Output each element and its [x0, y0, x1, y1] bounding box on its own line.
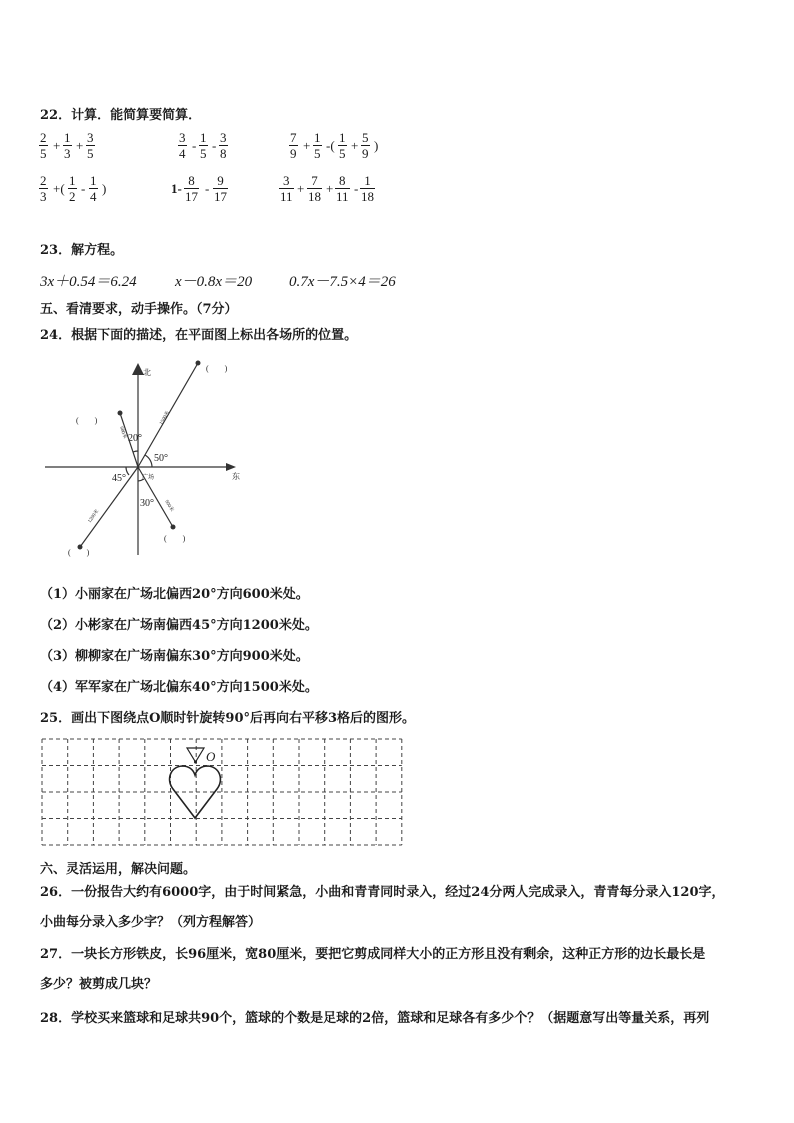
- angle-50-label: 50°: [154, 453, 168, 464]
- point-900: [171, 525, 176, 530]
- q24-item-2: （2）小彬家在广场南偏西45°方向1200米处。: [40, 618, 318, 633]
- fraction: $\frac{2}{3}$: [40, 173, 47, 204]
- q24-item-4: （4）军军家在广场北偏东40°方向1500米处。: [40, 680, 318, 695]
- q27-line-2: 多少？被剪成几块？: [40, 977, 158, 992]
- point-600: [118, 411, 123, 416]
- point-1500: [196, 361, 201, 366]
- operator: +: [303, 138, 311, 153]
- direction-diagram: [40, 355, 250, 570]
- angle-45-label: 45°: [112, 473, 126, 484]
- dist-600-label: 600米: [118, 426, 127, 440]
- triangle-shape: [187, 748, 204, 762]
- angle-30-label: 30°: [140, 498, 154, 509]
- arc-45: [126, 467, 129, 475]
- q24-item-3: （3）柳柳家在广场南偏东30°方向900米处。: [40, 649, 309, 664]
- fraction: $\frac{1}{2}$: [69, 173, 76, 204]
- operator: ): [374, 138, 379, 153]
- fraction: $\frac{8}{17}$: [185, 173, 198, 204]
- operator: -: [354, 181, 359, 196]
- dist-1500-label: 1500米: [159, 410, 172, 426]
- fraction: $\frac{1}{5}$: [339, 130, 346, 161]
- q26: [40, 878, 760, 938]
- operator: -: [81, 181, 86, 196]
- equation-2: x－0.8x＝20: [175, 274, 253, 290]
- fraction: $\frac{3}{5}$: [87, 130, 94, 161]
- fraction: $\frac{5}{9}$: [362, 130, 369, 161]
- q28: [40, 1004, 760, 1034]
- operator: -: [192, 138, 197, 153]
- angle-20-label: 20°: [128, 433, 142, 444]
- operator: +: [53, 138, 61, 153]
- q27: [40, 940, 760, 1000]
- blank-top-right: ( ): [206, 364, 228, 373]
- fraction: $\frac{1}{18}$: [361, 173, 374, 204]
- fraction: $\frac{2}{5}$: [40, 130, 47, 161]
- operator: +: [351, 138, 359, 153]
- operator: +: [297, 181, 305, 196]
- operator: +: [326, 181, 334, 196]
- operator: 1-: [171, 181, 182, 196]
- fraction: $\frac{7}{18}$: [308, 173, 321, 204]
- fraction: $\frac{7}{9}$: [290, 130, 297, 161]
- q24-title: 24．根据下面的描述，在平面图上标出各场所的位置。: [40, 328, 358, 343]
- fraction: $\frac{3}{8}$: [220, 130, 227, 161]
- operator: +(: [53, 181, 65, 196]
- q26-line-2: 小曲每分录入多少字？（列方程解答）: [40, 915, 262, 930]
- section-5-heading: 五、看清要求，动手操作。（7分）: [40, 302, 238, 317]
- east-arrow-icon: [226, 463, 236, 471]
- fraction: $\frac{3}{4}$: [179, 130, 186, 161]
- q28-line-1: 28．学校买来篮球和足球共90个，篮球的个数是足球的2倍，篮球和足球各有多少个？（据题意写出等量关系，再列: [40, 1011, 710, 1026]
- q23-title: 23．解方程。: [40, 243, 124, 258]
- dist-900-label: 900米: [163, 499, 174, 513]
- equation-1: 3x＋0.54＝6.24: [40, 274, 137, 290]
- east-label: 东: [232, 472, 240, 481]
- point-o-label: O: [206, 749, 216, 764]
- fraction: $\frac{1}{4}$: [90, 173, 97, 204]
- operator: -: [205, 181, 210, 196]
- q27-line-1: 27．一块长方形铁皮，长96厘米，宽80厘米，要把它剪成同样大小的正方形且没有剩余，这种正方形的边长最长是: [40, 947, 706, 962]
- fraction: $\frac{8}{11}$: [336, 173, 349, 204]
- fraction: $\frac{1}{3}$: [64, 130, 71, 161]
- fraction: $\frac{1}{5}$: [200, 130, 207, 161]
- arc-20: [133, 451, 138, 452]
- dashed-grid: [42, 739, 402, 845]
- section-6-heading: 六、灵活运用，解决问题。: [40, 862, 197, 877]
- blank-bottom-right: ( ): [164, 534, 186, 543]
- point-o: [194, 761, 197, 764]
- operator: -: [212, 138, 217, 153]
- q25-title: 25．画出下图绕点O顺时针旋转90°后再向右平移3格后的图形。: [40, 711, 416, 726]
- center-label: 广场: [142, 475, 155, 481]
- fraction: $\frac{1}{5}$: [314, 130, 321, 161]
- operator: -(: [326, 138, 335, 153]
- blank-top-left: ( ): [76, 416, 98, 425]
- q22-title: 22．计算．能简算要简算．: [40, 108, 202, 123]
- operator: +: [76, 138, 84, 153]
- operator: ): [102, 181, 107, 196]
- fraction: $\frac{9}{17}$: [214, 173, 227, 204]
- arc-50: [145, 455, 152, 467]
- grid-figure: [40, 737, 405, 849]
- q24-item-1: （1）小丽家在广场北偏西20°方向600米处。: [40, 587, 309, 602]
- q26-line-1: 26．一份报告大约有6000字，由于时间紧急，小曲和青青同时录入，经过24分两人完成录入，青青每分录入120字，: [40, 885, 725, 900]
- ray-1200: [80, 467, 138, 547]
- fraction: $\frac{3}{11}$: [280, 173, 293, 204]
- dist-1200-label: 1200米: [87, 509, 101, 525]
- equation-3: 0.7x－7.5×4＝26: [289, 274, 396, 290]
- blank-bottom-left: ( ): [68, 548, 90, 557]
- north-label: 北: [143, 368, 151, 377]
